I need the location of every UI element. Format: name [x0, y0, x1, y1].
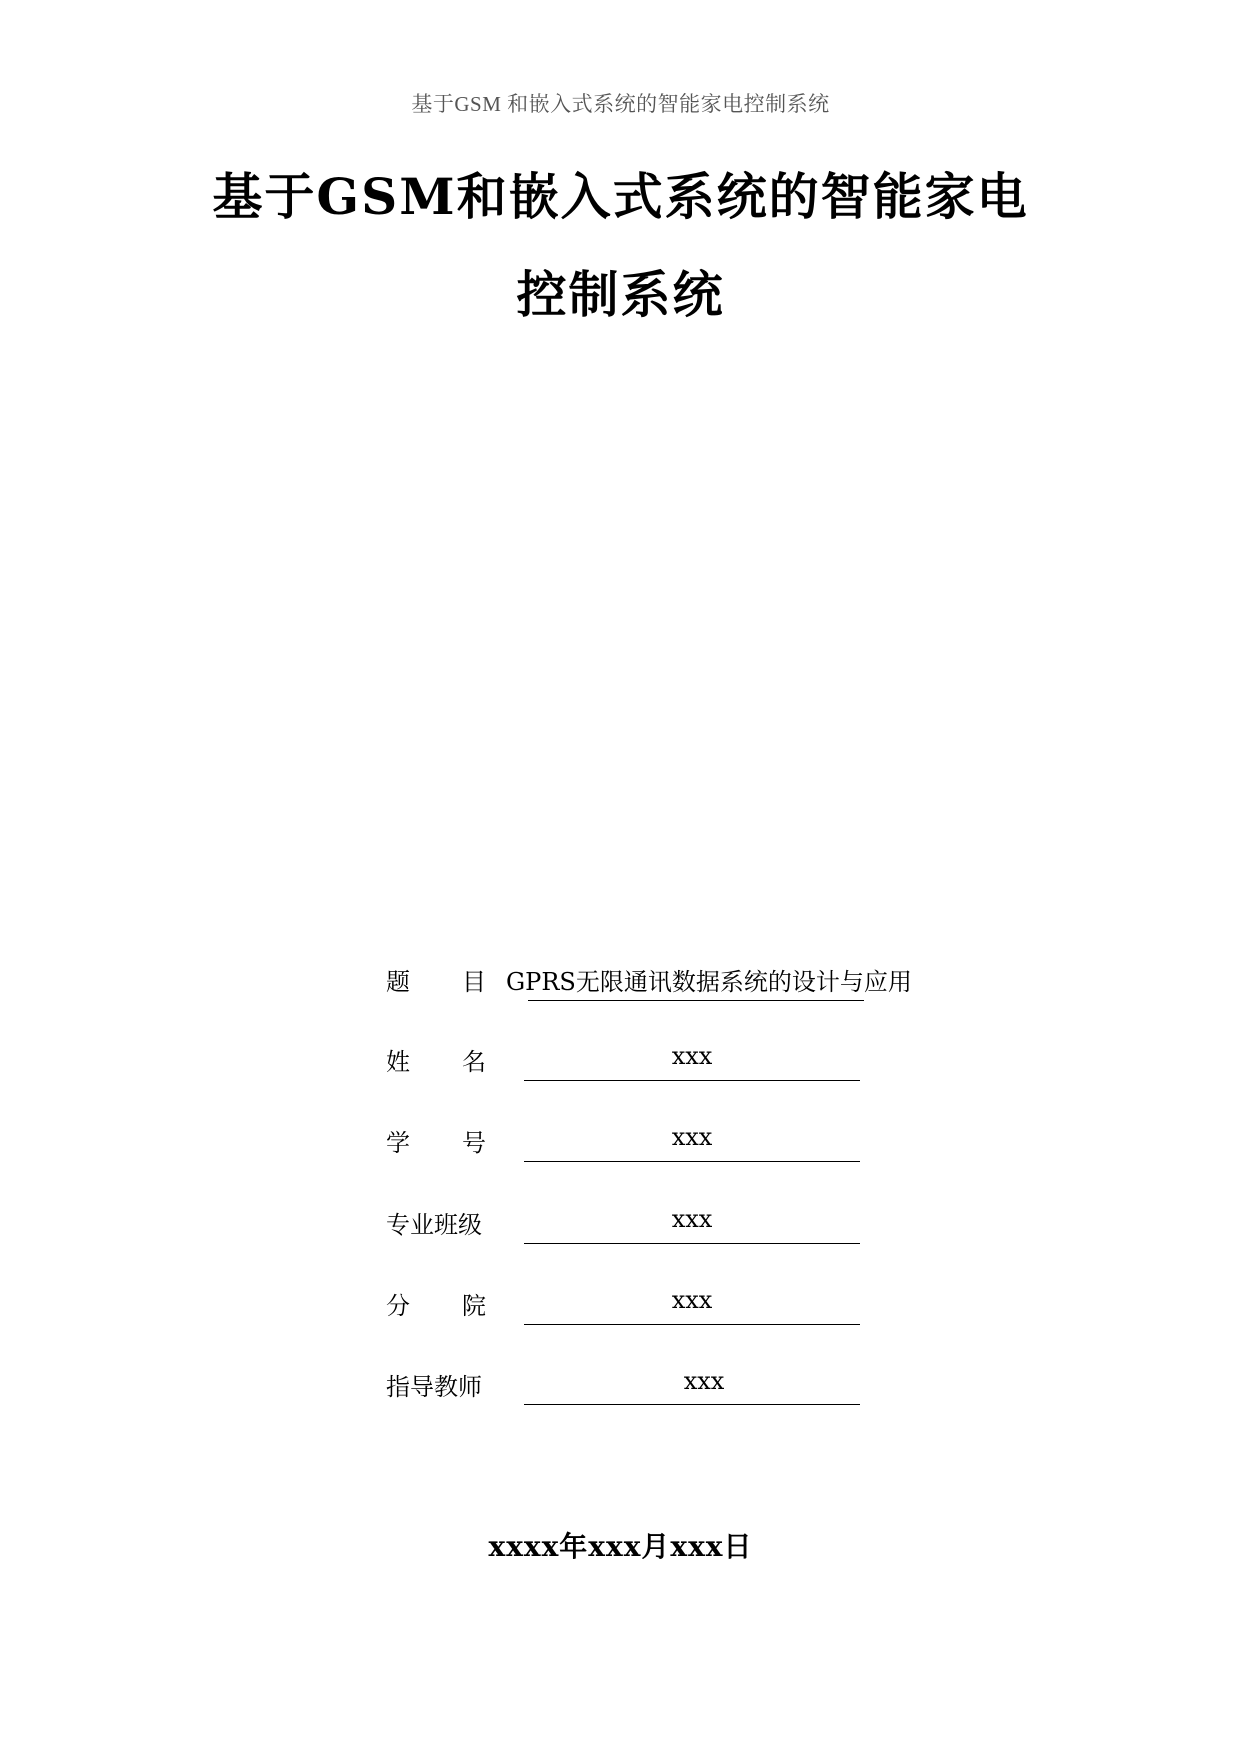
document-title-line-1: 基于GSM和嵌入式系统的智能家电: [212, 167, 1029, 226]
student-id-value: xxx: [524, 1123, 860, 1162]
department-label: [386, 1286, 486, 1321]
advisor-label: 指导教师: [386, 1373, 482, 1401]
department-label-char-1: 分: [386, 1292, 410, 1320]
department-label-char-2: 院: [462, 1292, 486, 1320]
topic-value: GPRS无限通讯数据系统的设计与应用: [506, 968, 912, 996]
topic-label-char-2: 目: [462, 968, 486, 996]
advisor-value: xxx: [524, 1367, 860, 1405]
topic-label: [386, 962, 486, 997]
topic-underline: [528, 1000, 864, 1001]
submission-date: xxxx年xxx月xxx日: [488, 1530, 753, 1563]
class-value: xxx: [524, 1205, 860, 1244]
name-label-char-1: 姓: [386, 1048, 410, 1076]
topic-label-char-1: 题: [386, 968, 410, 996]
document-title-line-2: 控制系统: [516, 265, 725, 324]
name-label: [386, 1042, 486, 1077]
student-id-label-char-1: 学: [386, 1129, 410, 1157]
running-header: 基于GSM 和嵌入式系统的智能家电控制系统: [411, 92, 830, 116]
name-value: xxx: [524, 1042, 860, 1081]
department-value: xxx: [524, 1286, 860, 1325]
class-label: 专业班级: [386, 1211, 482, 1239]
student-id-label-char-2: 号: [462, 1129, 486, 1157]
name-label-char-2: 名: [462, 1048, 486, 1076]
student-id-label: [386, 1123, 486, 1158]
